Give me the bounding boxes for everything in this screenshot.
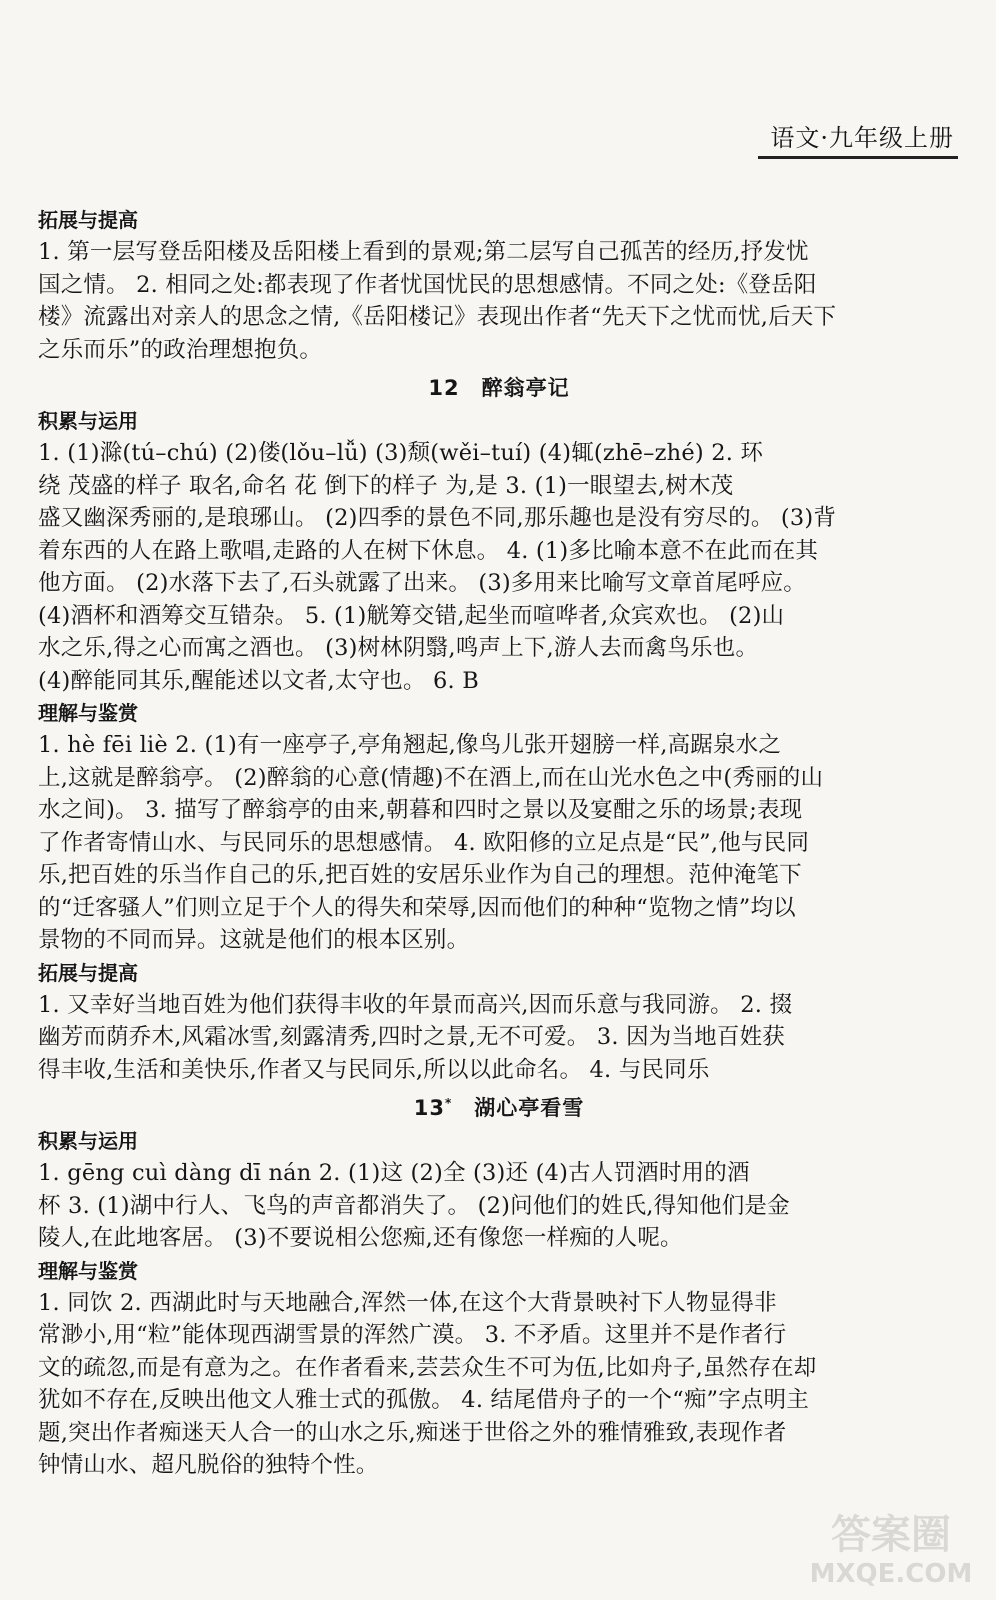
- answer-line: 1. 同饮 2. 西湖此时与天地融合,浑然一体,在这个大背景映衬下人物显得非: [38, 1289, 777, 1316]
- answer-line: 题,突出作者痴迷天人合一的山水之乐,痴迷于世俗之外的雅情雅致,表现作者: [38, 1419, 787, 1446]
- lesson-gap: [460, 376, 482, 400]
- answer-line: 他方面。 (2)水落下去了,石头就露了出来。 (3)多用来比喻写文章首尾呼应。: [38, 570, 807, 596]
- answer-paragraph: [38, 1287, 960, 1482]
- answer-line: 绕 茂盛的样子 取名,命名 花 倒下的样子 为,是 3. (1)一眼望去,树木茂: [38, 472, 734, 499]
- lesson-number: 13: [413, 1096, 445, 1120]
- lesson-name: 湖心亭看雪: [474, 1096, 585, 1120]
- answer-line: 幽芳而荫乔木,风霜冰雪,刻露清秀,四时之景,无不可爱。 3. 因为当地百姓获: [38, 1024, 785, 1050]
- lesson-gap: [452, 1096, 474, 1120]
- section-heading: 积累与运用: [38, 409, 138, 433]
- page-header: [40, 118, 958, 154]
- answer-line: 水之乐,得之心而寓之酒也。 (3)树林阴翳,鸣声上下,游人去而禽鸟乐也。: [38, 635, 759, 661]
- answer-line: 国之情。 2. 相同之处:都表现了作者忧国忧民的思想感情。不同之处:《登岳阳: [38, 271, 817, 298]
- answer-line: 得丰收,生活和美快乐,作者又与民同乐,所以以此命名。 4. 与民同乐: [38, 1056, 710, 1083]
- answer-line: 犹如不存在,反映出他文人雅士式的孤傲。 4. 结尾借舟子的一个“痴”字点明主: [38, 1387, 810, 1413]
- answer-line: 钟情山水、超凡脱俗的独特个性。: [38, 1452, 379, 1478]
- section-heading: 拓展与提高: [38, 208, 138, 232]
- lesson-number: 12: [428, 376, 460, 400]
- answer-line: (4)酒杯和酒筹交互错杂。 5. (1)觥筹交错,起坐而喧哗者,众宾欢也。 (2)山: [38, 602, 785, 629]
- answer-paragraph: [38, 236, 960, 366]
- answer-line: 上,这就是醉翁亭。 (2)醉翁的心意(情趣)不在酒上,而在山光水色之中(秀丽的山: [38, 764, 824, 791]
- answer-line: 之乐而乐”的政治理想抱负。: [38, 336, 323, 363]
- answer-paragraph: [38, 1157, 960, 1255]
- answer-line: 文的疏忽,而是有意为之。在作者看来,芸芸众生不可为伍,比如舟子,虽然存在却: [38, 1354, 817, 1381]
- answer-line: 杯 3. (1)湖中行人、飞鸟的声音都消失了。 (2)问他们的姓氏,得知他们是金: [38, 1192, 790, 1219]
- answer-paragraph: [38, 729, 960, 957]
- answer-line: 1. 又幸好当地百姓为他们获得丰收的年景而高兴,因而乐意与我同游。 2. 掇: [38, 991, 793, 1018]
- answer-line: 楼》流露出对亲人的思念之情,《岳阳楼记》表现出作者“先天下之忧而忧,后天下: [38, 304, 837, 330]
- answer-line: 陵人,在此地客居。 (3)不要说相公您痴,还有像您一样痴的人呢。: [38, 1225, 683, 1251]
- lesson-title: [38, 366, 960, 405]
- answer-line: 常渺小,用“粒”能体现西湖雪景的浑然广漠。 3. 不矛盾。这里并不是作者行: [38, 1322, 787, 1348]
- answer-line: 着东西的人在路上歌唱,走路的人在树下休息。 4. (1)多比喻本意不在此而在其: [38, 537, 819, 564]
- section-heading: 理解与鉴赏: [38, 701, 138, 725]
- answer-content: [38, 204, 960, 1482]
- section-heading: 理解与鉴赏: [38, 1258, 138, 1283]
- watermark-logo: [796, 1502, 986, 1592]
- answer-line: 1. (1)滁(tú–chú) (2)偻(lǒu–lǚ) (3)颓(wěi–tuí) (4)辄(zhē–zhé) 2. 环: [38, 440, 764, 466]
- answer-line: 景物的不同而异。这就是他们的根本区别。: [38, 927, 470, 953]
- header-rule: [758, 156, 958, 159]
- section-heading: 积累与运用: [38, 1129, 138, 1153]
- answer-line: 的“迁客骚人”们则立足于个人的得失和荣辱,因而他们的种种“览物之情”均以: [38, 894, 796, 921]
- book-title: 语文·九年级上册: [770, 124, 954, 152]
- lesson-title: [38, 1086, 960, 1125]
- answer-line: 乐,把百姓的乐当作自己的乐,把百姓的安居乐业作为自己的理想。范仲淹笔下: [38, 862, 802, 888]
- watermark-line2: MXQE.COM: [809, 1559, 973, 1589]
- answer-line: 水之间)。 3. 描写了醉翁亭的由来,朝暮和四时之景以及宴酣之乐的场景;表现: [38, 797, 803, 823]
- answer-line: 1. gēng cuì dàng dī nán 2. (1)这 (2)全 (3)还 (4)古人罚酒时用的酒: [38, 1160, 750, 1186]
- lesson-star: *: [444, 1096, 453, 1110]
- answer-paragraph: [38, 989, 960, 1087]
- answer-line: 盛又幽深秀丽的,是琅琊山。 (2)四季的景色不同,那乐趣也是没有穷尽的。 (3)背: [38, 505, 837, 531]
- answer-line: 了作者寄情山水、与民同乐的思想感情。 4. 欧阳修的立足点是“民”,他与民同: [38, 829, 810, 856]
- section-heading: 拓展与提高: [38, 960, 138, 985]
- answer-line: 1. 第一层写登岳阳楼及岳阳楼上看到的景观;第二层写自己孤苦的经历,抒发忧: [38, 239, 809, 265]
- answer-line: 1. hè fēi liè 2. (1)有一座亭子,亭角翘起,像鸟儿张开翅膀一样,高踞泉水之: [38, 732, 782, 758]
- answer-line: (4)醉能同其乐,醒能述以文者,太守也。 6. B: [38, 667, 479, 694]
- lesson-name: 醉翁亭记: [481, 376, 570, 400]
- answer-paragraph: [38, 437, 960, 697]
- watermark-line1: 答案圈: [831, 1512, 951, 1558]
